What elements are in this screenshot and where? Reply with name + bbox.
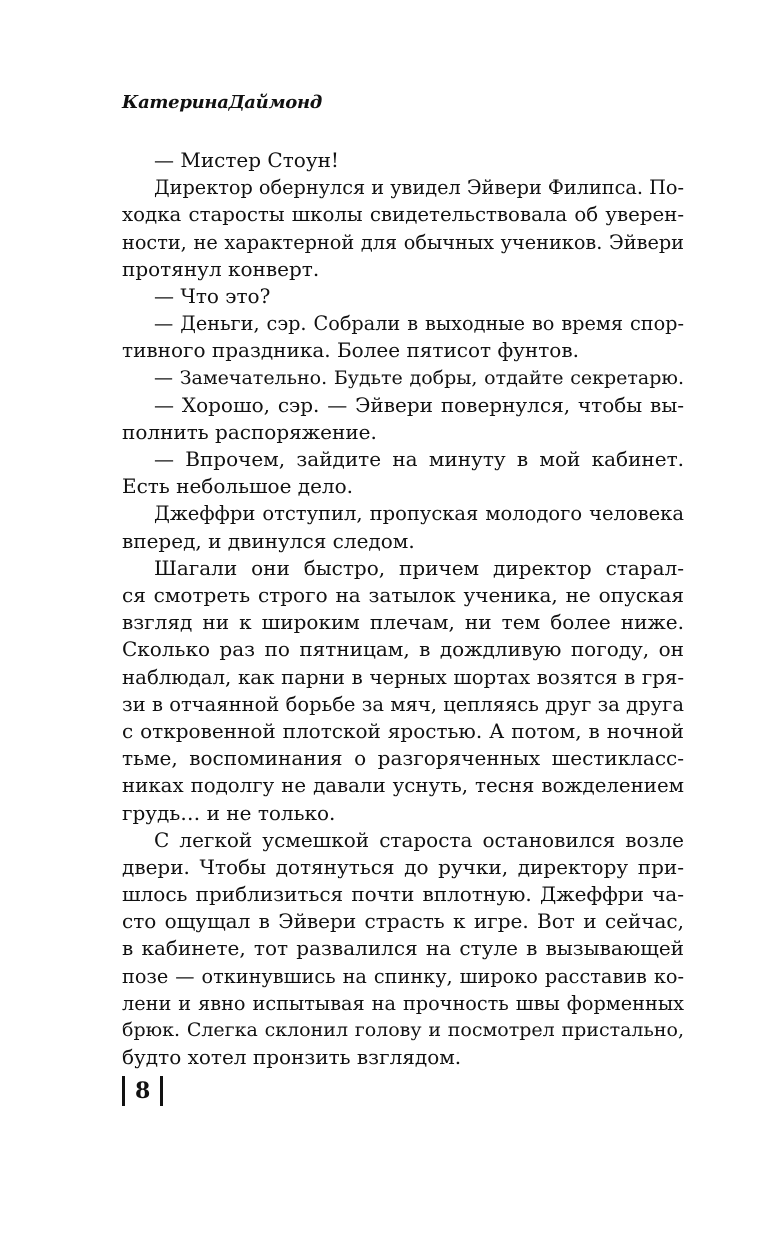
text-line: двери. Чтобы дотянуться до ручки, директору при-: [122, 854, 684, 879]
text-line: с откровенной плотской яростью. А потом, в ночной: [122, 718, 684, 743]
text-line: сто ощущал в Эйвери страсть к игре. Вот и сейчас,: [122, 909, 684, 934]
text-line: будто хотел пронзить взглядом.: [122, 1045, 462, 1070]
text-line: зи в отчаянной борьбе за мяч, цепляясь друг за друга: [122, 692, 684, 716]
page-number-block: [122, 1074, 163, 1108]
text-line: полнить распоряжение.: [122, 419, 377, 444]
running-head-author: КатеринаДаймонд: [122, 92, 323, 113]
folio-right-rule: [160, 1076, 163, 1106]
page-number: 8: [135, 1078, 151, 1104]
body-text: [122, 147, 684, 1071]
text-line: — Хорошо, сэр. — Эйвери повернулся, чтобы вы-: [154, 392, 684, 417]
text-line: взгляд ни к широким плечам, ни тем более ниже.: [122, 610, 684, 635]
text-line: шлось приблизиться почти вплотную. Джеффри ча-: [122, 882, 684, 907]
text-line: грудь… и не только.: [122, 800, 336, 825]
text-line: — Впрочем, зайдите на минуту в мой кабинет.: [154, 447, 684, 472]
text-line: — Что это?: [154, 283, 271, 308]
text-line: Шагали они быстро, причем директор старал-: [154, 555, 684, 580]
text-line: в кабинете, тот развалился на стуле в вызывающей: [122, 936, 684, 961]
text-line: ся смотреть строго на затылок ученика, не опуская: [122, 583, 684, 607]
text-line: тьме, воспоминания о разгоряченных шестикласс-: [122, 746, 684, 771]
text-line: Сколько раз по пятницам, в дождливую погоду, он: [122, 637, 684, 662]
text-line: ходка старосты школы свидетельствовала об уверен-: [122, 203, 684, 227]
text-line: позе — откинувшись на спинку, широко расставив ко-: [122, 964, 684, 988]
text-line: Директор обернулся и увидел Эйвери Филипса. По-: [154, 176, 684, 200]
text-line: брюк. Слегка склонил голову и посмотрел пристально,: [122, 1019, 684, 1041]
text-line: вперед, и двинулся следом.: [122, 528, 415, 553]
text-line: протянул конверт.: [122, 256, 320, 281]
text-line: — Мистер Стоун!: [154, 148, 339, 172]
text-line: — Деньги, сэр. Собрали в выходные во время спор-: [154, 312, 684, 336]
text-line: Джеффри отступил, пропуская молодого человека: [154, 502, 684, 526]
text-line: С легкой усмешкой староста остановился возле: [154, 827, 684, 852]
text-line: наблюдал, как парни в черных шортах возятся в гря-: [122, 665, 684, 689]
text-line: никах подолгу не давали уснуть, тесня вожделением: [122, 774, 684, 798]
text-line: ности, не характерной для обычных учеников. Эйвери: [122, 230, 684, 254]
text-line: Есть небольшое дело.: [122, 474, 354, 499]
text-line: тивного праздника. Более пятисот фунтов.: [122, 338, 579, 363]
text-line: лени и явно испытывая на прочность швы форменных: [122, 991, 684, 1015]
text-line: — Замечательно. Будьте добры, отдайте секретарю.: [154, 366, 684, 389]
